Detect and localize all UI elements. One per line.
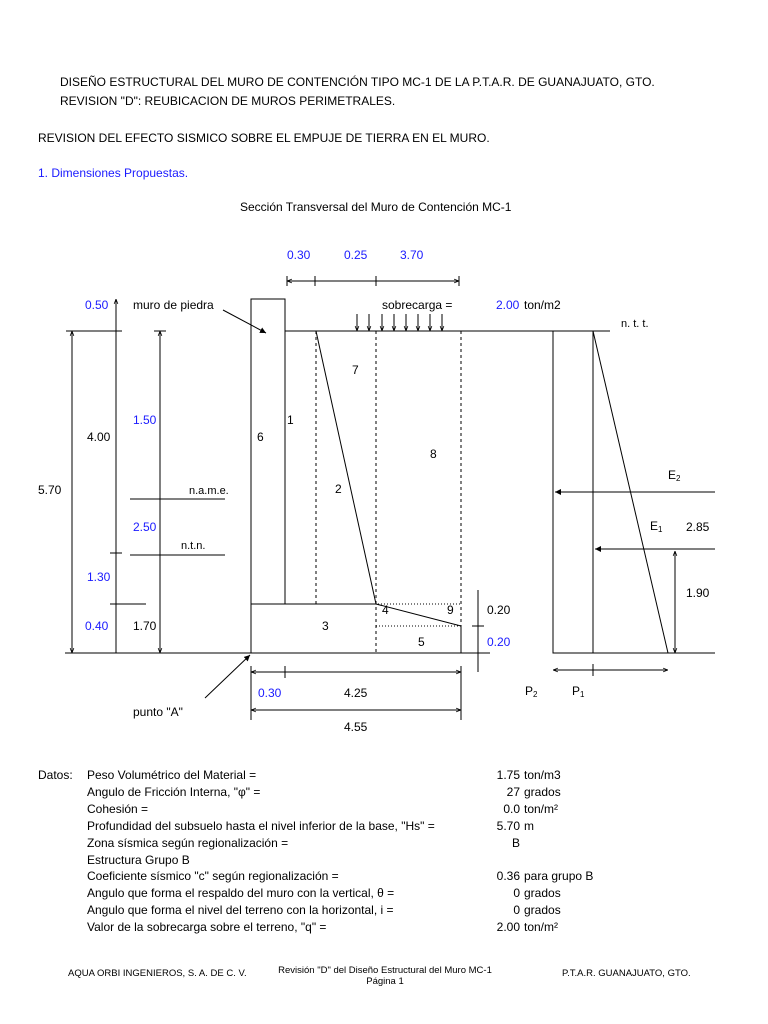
datos-label: Valor de la sobrecarga sobre el terreno, "q" = [87,920,327,935]
datos-unit: m [524,818,534,833]
datos-heading: Datos: [38,768,73,782]
sobrecarga-unit: ton/m2 [524,298,561,312]
label-ntn: n.t.n. [181,540,206,552]
dim-left-150: 1.50 [133,413,157,427]
dim-left-570: 5.70 [38,483,62,497]
region-9: 9 [447,603,454,617]
dim-bottom-455: 4.55 [344,720,368,734]
datos-label: Zona sísmica según regionalización = [87,835,289,850]
datos-value: 0 [513,886,520,901]
dim-left-130: 1.30 [87,570,111,584]
footer-page-number: Página 1 [366,976,404,987]
footer-company: AQUA ORBI INGENIEROS, S. A. DE C. V. [68,968,247,979]
region-5: 5 [418,635,425,649]
datos-row [0,767,768,784]
section-heading: 1. Dimensiones Propuestas. [38,166,189,180]
dim-left-050: 0.50 [85,298,109,312]
region-6: 6 [257,430,264,444]
datos-unit: ton/m3 [524,768,561,782]
footer-center-line1: Revisión "D" del Diseño Estructural del Muro MC-1 [278,965,492,976]
region-4: 4 [382,603,389,617]
datos-row [0,885,768,902]
label-punto-a: punto "A" [133,705,183,719]
datos-value: 0.0 [503,801,520,816]
label-p1: P1 [572,684,585,699]
datos-row [0,902,768,919]
dim-left-040: 0.40 [85,619,109,633]
dim-right-020-bottom: 0.20 [487,635,511,649]
stone-wall [251,299,285,604]
footer-project: P.T.A.R. GUANAJUATO, GTO. [562,968,691,979]
datos-label: Peso Volumétrico del Material = [87,768,257,782]
label-e2: E2 [668,468,681,483]
datos-label: Cohesión = [87,801,149,816]
label-ntt: n. t. t. [621,318,649,330]
dim-bottom-030: 0.30 [258,686,282,700]
datos-label: Profundidad del subsuelo hasta el nivel inferior de la base, "Hs" = [87,818,435,833]
datos-row [0,784,768,801]
dim-top-1: 0.30 [287,248,311,262]
dim-right-020-top: 0.20 [487,603,511,617]
region-8: 8 [430,447,437,461]
datos-label: Estructura Grupo B [87,852,190,867]
datos-row [0,818,768,835]
datos-label: Angulo de Fricción Interna, "φ" = [87,784,261,799]
document-title-line1: DISEÑO ESTRUCTURAL DEL MURO DE CONTENCIÓN TIPO MC-1 DE LA P.T.A.R. DE GUANAJUATO, GTO. [60,75,655,89]
datos-unit: ton/m² [524,801,559,816]
datos-unit: grados [524,886,561,901]
datos-unit: grados [524,903,561,918]
label-name: n.a.m.e. [189,485,229,497]
label-p2: P2 [525,684,538,699]
label-sobrecarga: sobrecarga = [382,298,453,312]
datos-value: B [511,835,520,850]
datos-value: 5.70 [496,818,520,833]
datos-unit: ton/m² [524,920,559,935]
dim-e2: 1.90 [686,586,710,600]
label-muro-de-piedra: muro de piedra [133,298,214,312]
datos-row [0,852,768,869]
section-subtitle: REVISION DEL EFECTO SISMICO SOBRE EL EMPUJE DE TIERRA EN EL MURO. [38,131,490,145]
datos-value: 2.00 [496,920,520,935]
datos-value: 0 [513,903,520,918]
datos-row [0,835,768,852]
stem-slope-line [316,331,376,604]
sobrecarga-value: 2.00 [496,298,520,312]
datos-unit: para grupo B [524,869,594,884]
datos-row [0,868,768,885]
datos-label: Angulo que forma el nivel del terreno con la horizontal, i = [87,903,394,918]
document-title-line2: REVISION "D": REUBICACION DE MUROS PERIMETRALES. [60,94,396,108]
region-1: 1 [287,413,294,427]
region-3: 3 [322,619,329,633]
region-7: 7 [352,363,359,377]
figure-caption: Sección Transversal del Muro de Contención MC-1 [240,200,512,214]
dim-e1: 2.85 [686,520,710,534]
datos-label: Angulo que forma el respaldo del muro con la vertical, θ = [87,886,395,901]
datos-value: 1.75 [496,768,520,782]
dim-bottom-425: 4.25 [344,686,368,700]
datos-value: 0.36 [496,869,520,884]
dim-left-170: 1.70 [133,619,157,633]
region-2: 2 [335,482,342,496]
dim-top-3: 3.70 [400,248,424,262]
wall-cross-section-figure [0,230,768,750]
datos-row [0,919,768,936]
datos-label: Coeficiente sísmico "c" según regionalización = [87,869,339,884]
dim-left-400: 4.00 [87,430,111,444]
datos-value: 27 [506,784,520,799]
label-e1: E1 [650,519,663,534]
dim-left-250: 2.50 [133,520,157,534]
datos-unit: grados [524,784,561,799]
datos-row [0,801,768,818]
dim-top-2: 0.25 [344,248,368,262]
